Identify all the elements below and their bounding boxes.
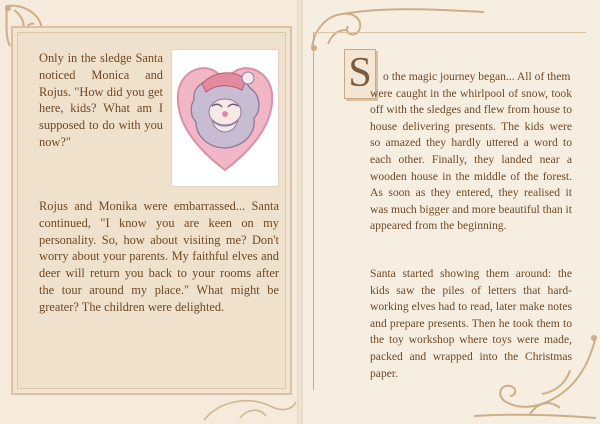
book-gutter bbox=[297, 0, 303, 424]
bottom-flourish-ornament bbox=[200, 390, 298, 424]
santa-drawing-icon bbox=[172, 50, 278, 186]
right-paragraph-1-rest: were caught in the whirlpool of snow, took off with the sledges and flew from house to house delivering presents. The kids were so amazed they hardly uttered a word to each other. Finally, they landed near a wooden house in the middle of the forest. As soon as they entered, they realised it was much bigger and more beautiful than it appeared from the beginning. bbox=[370, 86, 572, 233]
right-paragraph-1 bbox=[370, 69, 572, 235]
santa-heart-illustration bbox=[171, 49, 279, 187]
drop-cap: S bbox=[344, 49, 376, 99]
left-paragraph-1: Only in the sledge Santa noticed Monica and Rojus. "How did you get here, kids? What am I supposed to do with you now?" bbox=[39, 51, 163, 149]
right-first-line: o the magic journey began... All of them bbox=[383, 70, 571, 83]
right-paragraph-2: Santa started showing them around: the kids saw the piles of letters that hard-working elves had to read, later make notes and prepare presents. Then he took them to the toy workshop where toys were made, packed and wrapped into the Christmas paper. bbox=[370, 267, 572, 380]
left-paragraph-2: Rojus and Monika were embarrassed... Santa continued, "I know you are keen on my personality. So, how about visiting me? Don't worry about your parents. My faithful elves and deer will return you back to your rooms after the tour around my place." What might be greater? The children were delighted. bbox=[39, 199, 279, 314]
